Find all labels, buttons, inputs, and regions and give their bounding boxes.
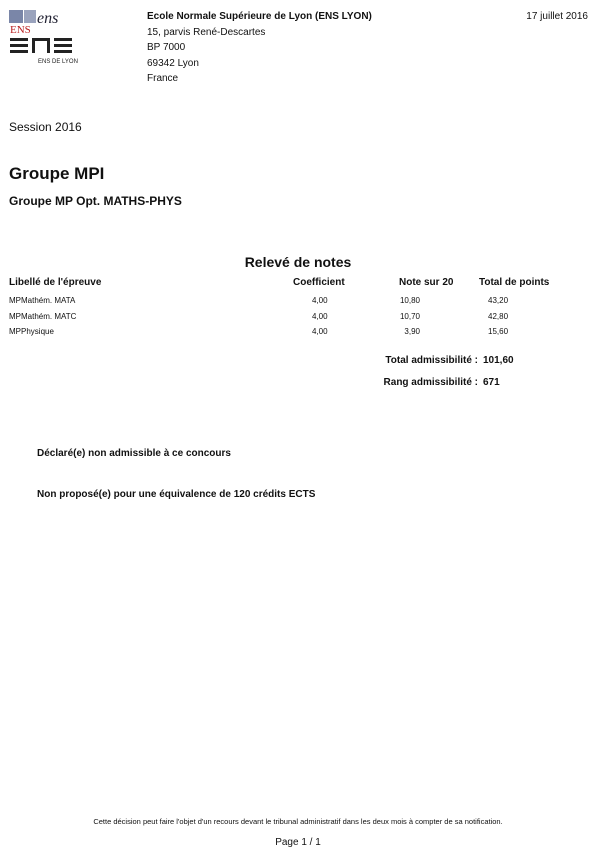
header-note: Note sur 20 (399, 277, 454, 288)
row-coefficient: 4,00 (312, 312, 328, 321)
releve-title: Relevé de notes (244, 254, 352, 270)
ens-lyon-logo (8, 8, 80, 66)
row-total: 15,60 (488, 327, 509, 336)
address-line: BP 7000 (147, 42, 186, 53)
header-total: Total de points (479, 277, 550, 288)
logo-subtitle: ENS DE LYON (38, 59, 78, 65)
row-note: 3,90 (404, 327, 420, 336)
group-title: Groupe MPI (9, 164, 105, 183)
logo-ens-text: ENS (10, 24, 31, 36)
row-note: 10,70 (399, 312, 420, 321)
header-coefficient: Coefficient (293, 277, 345, 288)
institution-address (147, 9, 372, 87)
total-admissibilite-label: Total admissibilité : (385, 355, 478, 366)
total-admissibilite-value: 101,60 (483, 355, 514, 366)
row-total: 42,80 (488, 312, 509, 321)
decision-admissibility: Déclaré(e) non admissible à ce concours (37, 448, 231, 459)
row-libelle: MPMathém. MATC (9, 312, 77, 321)
address-line: France (147, 73, 179, 84)
institution-name: Ecole Normale Supérieure de Lyon (ENS LYON) (147, 11, 372, 22)
row-coefficient: 4,00 (312, 296, 328, 305)
row-libelle: MPPhysique (9, 327, 54, 336)
session-label: Session 2016 (9, 120, 82, 134)
subgroup-title: Groupe MP Opt. MATHS-PHYS (9, 194, 182, 208)
row-coefficient: 4,00 (312, 327, 328, 336)
row-libelle: MPMathém. MATA (9, 296, 76, 305)
address-line: 15, parvis René-Descartes (147, 26, 266, 38)
row-note: 10,80 (399, 296, 420, 305)
address-line: 69342 Lyon (147, 57, 199, 69)
decision-ects: Non proposé(e) pour une équivalence de 120 crédits ECTS (37, 489, 316, 500)
row-total: 43,20 (488, 296, 509, 305)
logo-script-text: ens (37, 10, 59, 27)
rang-admissibilite-label: Rang admissibilité : (383, 377, 478, 388)
header-libelle: Libellé de l'épreuve (9, 277, 102, 288)
page-number: Page 1 / 1 (275, 837, 321, 848)
document-date: 17 juillet 2016 (526, 11, 588, 22)
rang-admissibilite-value: 671 (483, 377, 500, 388)
legal-notice: Cette décision peut faire l'objet d'un recours devant le tribunal administratif dans les deux mois à compter de sa notification. (93, 817, 503, 826)
